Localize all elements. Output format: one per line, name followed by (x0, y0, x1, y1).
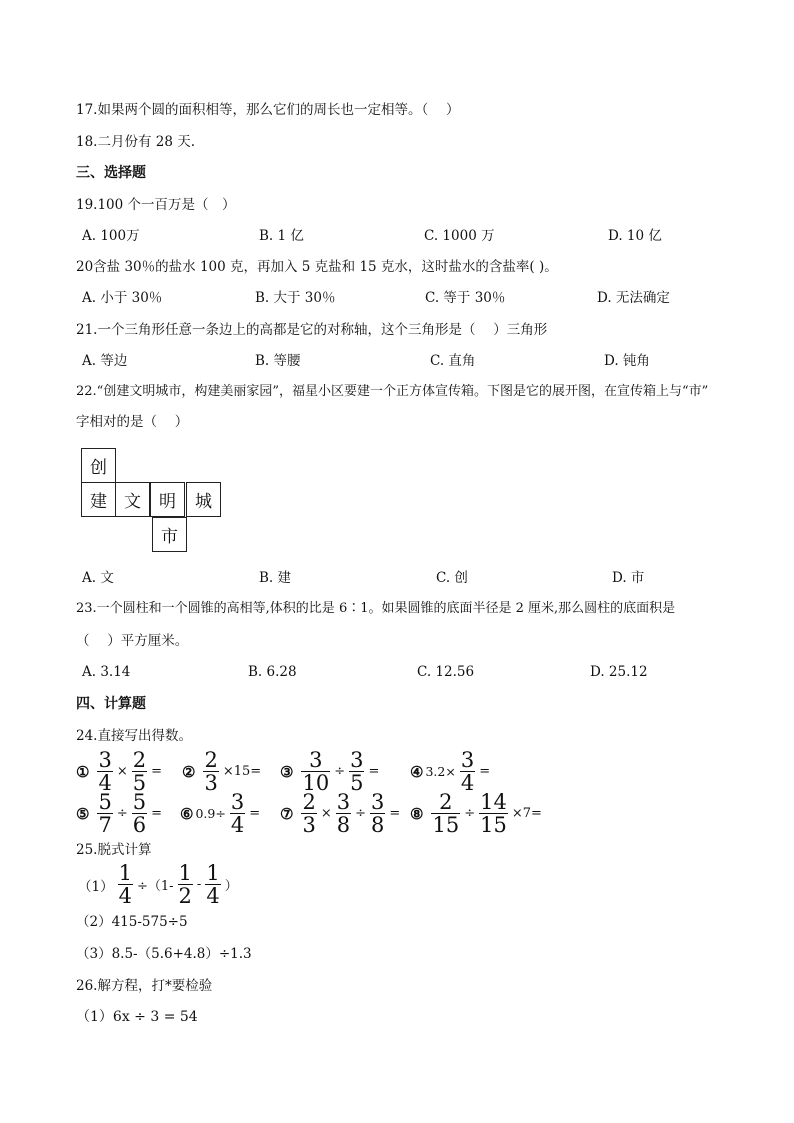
fraction: $\frac{2}{3}$ (204, 748, 218, 795)
fraction: $\frac{1}{2}$ (178, 861, 192, 908)
question-24: 24.直接写出得数。 (76, 728, 192, 744)
q23-option-a[interactable]: A. 3.14 (82, 664, 131, 680)
fraction: $\frac{1}{4}$ (118, 861, 132, 908)
calc-item-3: ③ $\frac{3}{10}$ ÷ $\frac{3}{5}$ = (280, 748, 380, 795)
q26-part-1: （1）6x ÷ 3 = 54 (76, 1009, 198, 1025)
fraction: $\frac{14}{15}$ (480, 790, 507, 837)
calc-item-2: ② $\frac{2}{3}$ ×15= (182, 748, 262, 795)
q22-option-d[interactable]: D. 市 (612, 570, 645, 586)
fraction: $\frac{3}{4}$ (98, 748, 112, 795)
q20-option-b[interactable]: B. 大于 30％ (255, 290, 336, 306)
q23-option-b[interactable]: B. 6.28 (248, 664, 297, 680)
fraction: $\frac{2}{3}$ (302, 790, 316, 837)
calc-item-7: ⑦ $\frac{2}{3}$ × $\frac{3}{8}$ ÷ $\frac{3}{8}$ = (280, 790, 401, 837)
fraction: $\frac{2}{15}$ (432, 790, 460, 837)
q21-option-a[interactable]: A. 等边 (82, 353, 128, 369)
item-number: ⑦ (280, 804, 294, 823)
question-17: 17.如果两个圆的面积相等，那么它们的周长也一定相等。（ ） (76, 102, 460, 118)
item-number: ③ (280, 762, 294, 781)
question-25: 25.脱式计算 (76, 842, 152, 858)
q21-option-d[interactable]: D. 钝角 (604, 353, 650, 369)
fraction: $\frac{3}{5}$ (350, 748, 364, 795)
fraction: $\frac{5}{7}$ (98, 790, 112, 837)
q25-part-1: （1） $\frac{1}{4}$ ÷（1- $\frac{1}{2}$ - $\frac{1}{4}$ ） (78, 861, 238, 908)
calc-item-4: ④ 3.2× $\frac{3}{4}$ = (410, 748, 491, 795)
item-number: ① (76, 762, 90, 781)
q22-option-c[interactable]: C. 创 (436, 570, 468, 586)
q20-option-c[interactable]: C. 等于 30％ (425, 290, 506, 306)
q20-option-d[interactable]: D. 无法确定 (597, 290, 670, 306)
q25-part-2: （2）415-575÷5 (76, 914, 188, 930)
section-heading-calculation: 四、计算题 (76, 696, 146, 712)
q22-option-b[interactable]: B. 建 (259, 570, 292, 586)
fraction: $\frac{2}{5}$ (132, 748, 147, 795)
q25-part-3: （3）8.5-（5.6+4.8）÷1.3 (76, 946, 252, 962)
q19-option-d[interactable]: D. 10 亿 (608, 228, 662, 244)
fraction: $\frac{3}{4}$ (230, 790, 245, 837)
item-number: ② (182, 762, 196, 781)
section-heading-choice: 三、选择题 (76, 165, 146, 181)
question-22-line-2: 字相对的是（ ） (76, 414, 189, 430)
calc-item-1: ① $\frac{3}{4}$ × $\frac{2}{5}$ = (76, 748, 163, 795)
fraction: $\frac{3}{10}$ (302, 748, 330, 795)
fraction: $\frac{3}{8}$ (371, 790, 385, 837)
net-cell-row-3: 明 (150, 482, 185, 517)
net-cell-row-4: 城 (186, 482, 221, 517)
question-26: 26.解方程，打*要检验 (76, 978, 213, 994)
q19-option-a[interactable]: A. 100万 (82, 228, 140, 244)
question-20: 20含盐 30％的盐水 100 克，再加入 5 克盐和 15 克水，这时盐水的含盐率( )。 (76, 259, 558, 275)
net-cell-top: 创 (81, 448, 116, 483)
q23-option-c[interactable]: C. 12.56 (417, 664, 475, 680)
q20-option-a[interactable]: A. 小于 30％ (82, 290, 163, 306)
item-number: ⑥ (180, 804, 194, 823)
item-number: ④ (410, 762, 424, 781)
net-cell-row-2: 文 (115, 482, 150, 517)
net-cell-bottom: 市 (152, 517, 187, 552)
q21-option-b[interactable]: B. 等腰 (255, 353, 301, 369)
fraction: $\frac{3}{4}$ (460, 748, 475, 795)
question-22-line-1: 22.“创建文明城市，构建美丽家园”，福星小区要建一个正方体宣传箱。下图是它的展开图，在宣传箱上与“市” (76, 384, 709, 399)
q23-option-d[interactable]: D. 25.12 (590, 664, 648, 680)
calc-item-8: ⑧ $\frac{2}{15}$ ÷ $\frac{14}{15}$ ×7= (410, 790, 542, 837)
question-23-line-2: （ ）平方厘米。 (76, 633, 189, 649)
fraction: $\frac{5}{6}$ (132, 790, 147, 837)
item-number: ⑧ (410, 804, 424, 823)
question-21: 21.一个三角形任意一条边上的高都是它的对称轴，这个三角形是（ ）三角形 (76, 322, 548, 338)
q21-option-c[interactable]: C. 直角 (430, 353, 476, 369)
q19-option-c[interactable]: C. 1000 万 (424, 228, 495, 244)
q22-option-a[interactable]: A. 文 (82, 570, 114, 586)
question-18: 18.二月份有 28 天. (76, 134, 196, 150)
question-19: 19.100 个一百万是（ ） (76, 197, 236, 213)
item-number: ⑤ (76, 804, 90, 823)
q19-option-b[interactable]: B. 1 亿 (259, 228, 304, 244)
net-cell-row-1: 建 (81, 482, 116, 517)
fraction: $\frac{3}{8}$ (336, 790, 351, 837)
calc-item-5: ⑤ $\frac{5}{7}$ ÷ $\frac{5}{6}$ = (76, 790, 163, 837)
calc-item-6: ⑥ 0.9÷ $\frac{3}{4}$ = (180, 790, 261, 837)
fraction: $\frac{1}{4}$ (206, 861, 220, 908)
question-23-line-1: 23.一个圆柱和一个圆锥的高相等,体积的比是 6∶1。如果圆锥的底面半径是 2 厘米,那么圆柱的底面积是 (76, 601, 676, 616)
